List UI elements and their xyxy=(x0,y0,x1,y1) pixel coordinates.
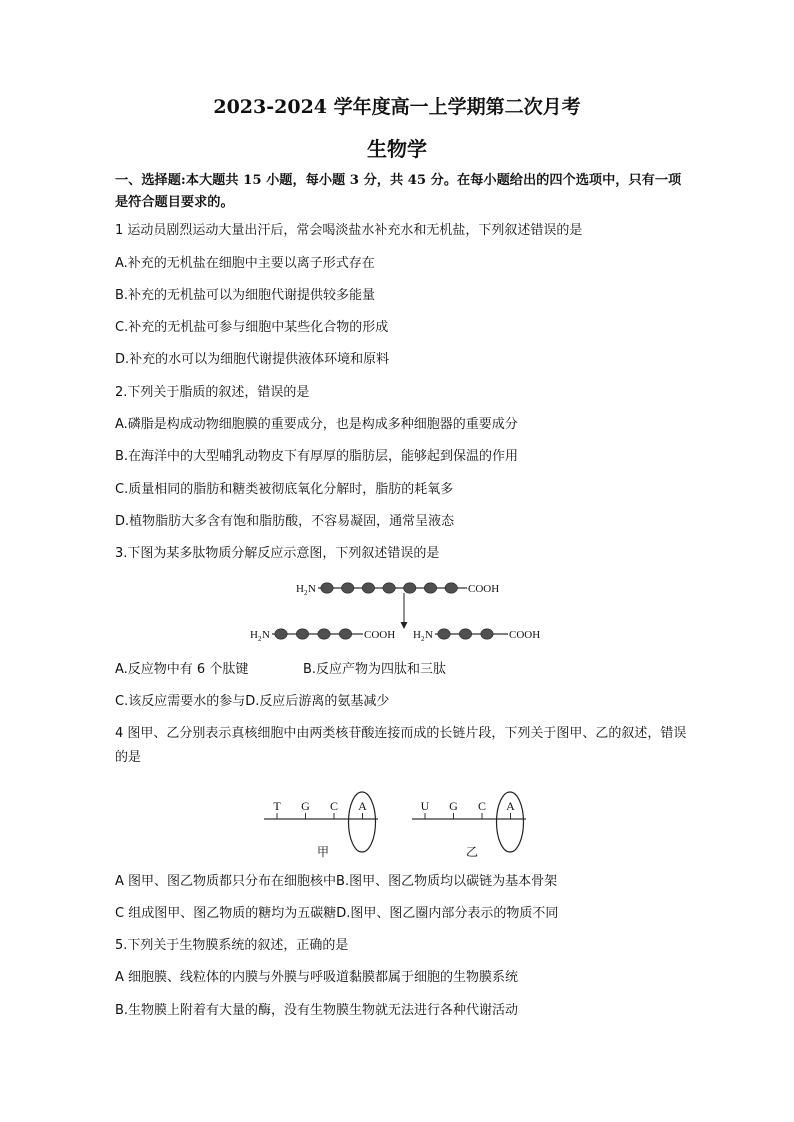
q4-option-ab: A 图甲、图乙物质都只分布在细胞核中B.图甲、图乙物质均以碳链为基本骨架 xyxy=(115,874,558,889)
reactant-amino-acid-3 xyxy=(362,583,374,593)
product2-amino-acid-1 xyxy=(438,629,450,639)
q2-option-c: C.质量相同的脂肪和糖类被彻底氧化分解时，脂肪的耗氧多 xyxy=(115,482,454,497)
product1-n-terminus-n: N xyxy=(262,629,270,641)
reactant-n-terminus-sub: 2 xyxy=(304,589,308,597)
jia-base-2: G xyxy=(301,799,310,813)
q3-stem: 3.下图为某多肽物质分解反应示意图，下列叙述错误的是 xyxy=(115,546,440,561)
q1-option-c: C.补充的无机盐可参与细胞中某些化合物的形成 xyxy=(115,320,389,335)
q5-option-a: A 细胞膜、线粒体的内膜与外膜与呼吸道黏膜都属于细胞的生物膜系统 xyxy=(115,970,519,985)
section-instructions: 一、选择题:本大题共 15 小题，每小题 3 分，共 45 分。在每小题给出的四个选项中，只有一项是符合题目要求的。 xyxy=(115,173,682,210)
jia-base-1: T xyxy=(273,799,281,813)
jia-label: 甲 xyxy=(316,845,330,859)
reactant-amino-acid-4 xyxy=(383,583,395,593)
product1-amino-acid-2 xyxy=(296,629,308,639)
reactant-c-terminus: COOH xyxy=(468,583,500,595)
reactant-amino-acid-5 xyxy=(404,583,416,593)
q3-option-cd: C.该反应需要水的参与D.反应后游离的氨基减少 xyxy=(115,694,390,709)
q2-stem: 2.下列关于脂质的叙述，错误的是 xyxy=(115,385,310,400)
reactant-amino-acid-6 xyxy=(424,583,436,593)
product2-n-terminus-sub: 2 xyxy=(421,635,425,643)
q1-option-b: B.补充的无机盐可以为细胞代谢提供较多能量 xyxy=(115,288,376,303)
reactant-amino-acids xyxy=(321,583,458,593)
q1-stem: 1 运动员剧烈运动大量出汗后，常会喝淡盐水补充水和无机盐，下列叙述错误的是 xyxy=(115,223,583,238)
q1-option-a: A.补充的无机盐在细胞中主要以离子形式存在 xyxy=(115,256,375,271)
yi-label: 乙 xyxy=(465,845,479,859)
product2-n-terminus-h: H xyxy=(413,629,421,641)
product2-amino-acid-3 xyxy=(481,629,493,639)
product1-amino-acid-3 xyxy=(318,629,330,639)
product2-n-terminus-n: N xyxy=(425,629,433,641)
q5-option-b: B.生物膜上附着有大量的酶，没有生物膜生物就无法进行各种代谢活动 xyxy=(115,1003,519,1018)
yi-base-3: C xyxy=(477,799,487,813)
yi-base-4: A xyxy=(506,799,515,813)
reaction-arrow-head xyxy=(401,622,408,629)
q2-option-a: A.磷脂是构成动物细胞膜的重要成分，也是构成多种细胞器的重要成分 xyxy=(115,417,518,432)
jia-nucleotides xyxy=(273,799,367,819)
yi-base-2: G xyxy=(449,799,458,813)
reactant-n-terminus-n: N xyxy=(308,583,316,595)
q3-option-b: B.反应产物为四肽和三肽 xyxy=(303,662,447,677)
q5-stem: 5.下列关于生物膜系统的叙述，正确的是 xyxy=(115,938,349,953)
exam-title: 2023-2024 学年度高一上学期第二次月考 xyxy=(213,96,581,118)
q4-stem: 4 图甲、乙分别表示真核细胞中由两类核苷酸连接而成的长链片段，下列关于图甲、乙的叙述，错误的是 xyxy=(115,726,687,765)
yi-base-1: U xyxy=(420,799,430,813)
polypeptide-hydrolysis-diagram xyxy=(245,572,555,650)
product1-amino-acid-4 xyxy=(339,629,351,639)
q3-option-a: A.反应物中有 6 个肽键 xyxy=(115,662,249,677)
jia-base-4: A xyxy=(358,799,367,813)
product1-n-terminus-sub: 2 xyxy=(258,635,262,643)
q1-option-d: D.补充的水可以为细胞代谢提供液体环境和原料 xyxy=(115,352,390,367)
product2-amino-acids xyxy=(438,629,493,639)
yi-nucleotides xyxy=(421,799,516,819)
product1-c-terminus: COOH xyxy=(364,629,396,641)
subject-title: 生物学 xyxy=(367,137,427,161)
product2-c-terminus: COOH xyxy=(509,629,541,641)
q2-option-d: D.植物脂肪大多含有饱和脂肪酸，不容易凝固，通常呈液态 xyxy=(115,514,455,529)
reactant-amino-acid-2 xyxy=(342,583,354,593)
product1-amino-acid-1 xyxy=(275,629,287,639)
reactant-n-terminus-h: H xyxy=(296,583,304,595)
q2-option-b: B.在海洋中的大型哺乳动物皮下有厚厚的脂肪层，能够起到保温的作用 xyxy=(115,449,519,464)
q4-option-cd: C 组成图甲、图乙物质的糖均为五碳糖D.图甲、图乙圈内部分表示的物质不同 xyxy=(115,906,559,921)
jia-base-3: C xyxy=(329,799,339,813)
reactant-amino-acid-1 xyxy=(321,583,333,593)
reactant-amino-acid-7 xyxy=(445,583,457,593)
product2-amino-acid-2 xyxy=(459,629,471,639)
nucleic-acid-chains-diagram xyxy=(260,782,540,864)
product1-n-terminus-h: H xyxy=(250,629,258,641)
